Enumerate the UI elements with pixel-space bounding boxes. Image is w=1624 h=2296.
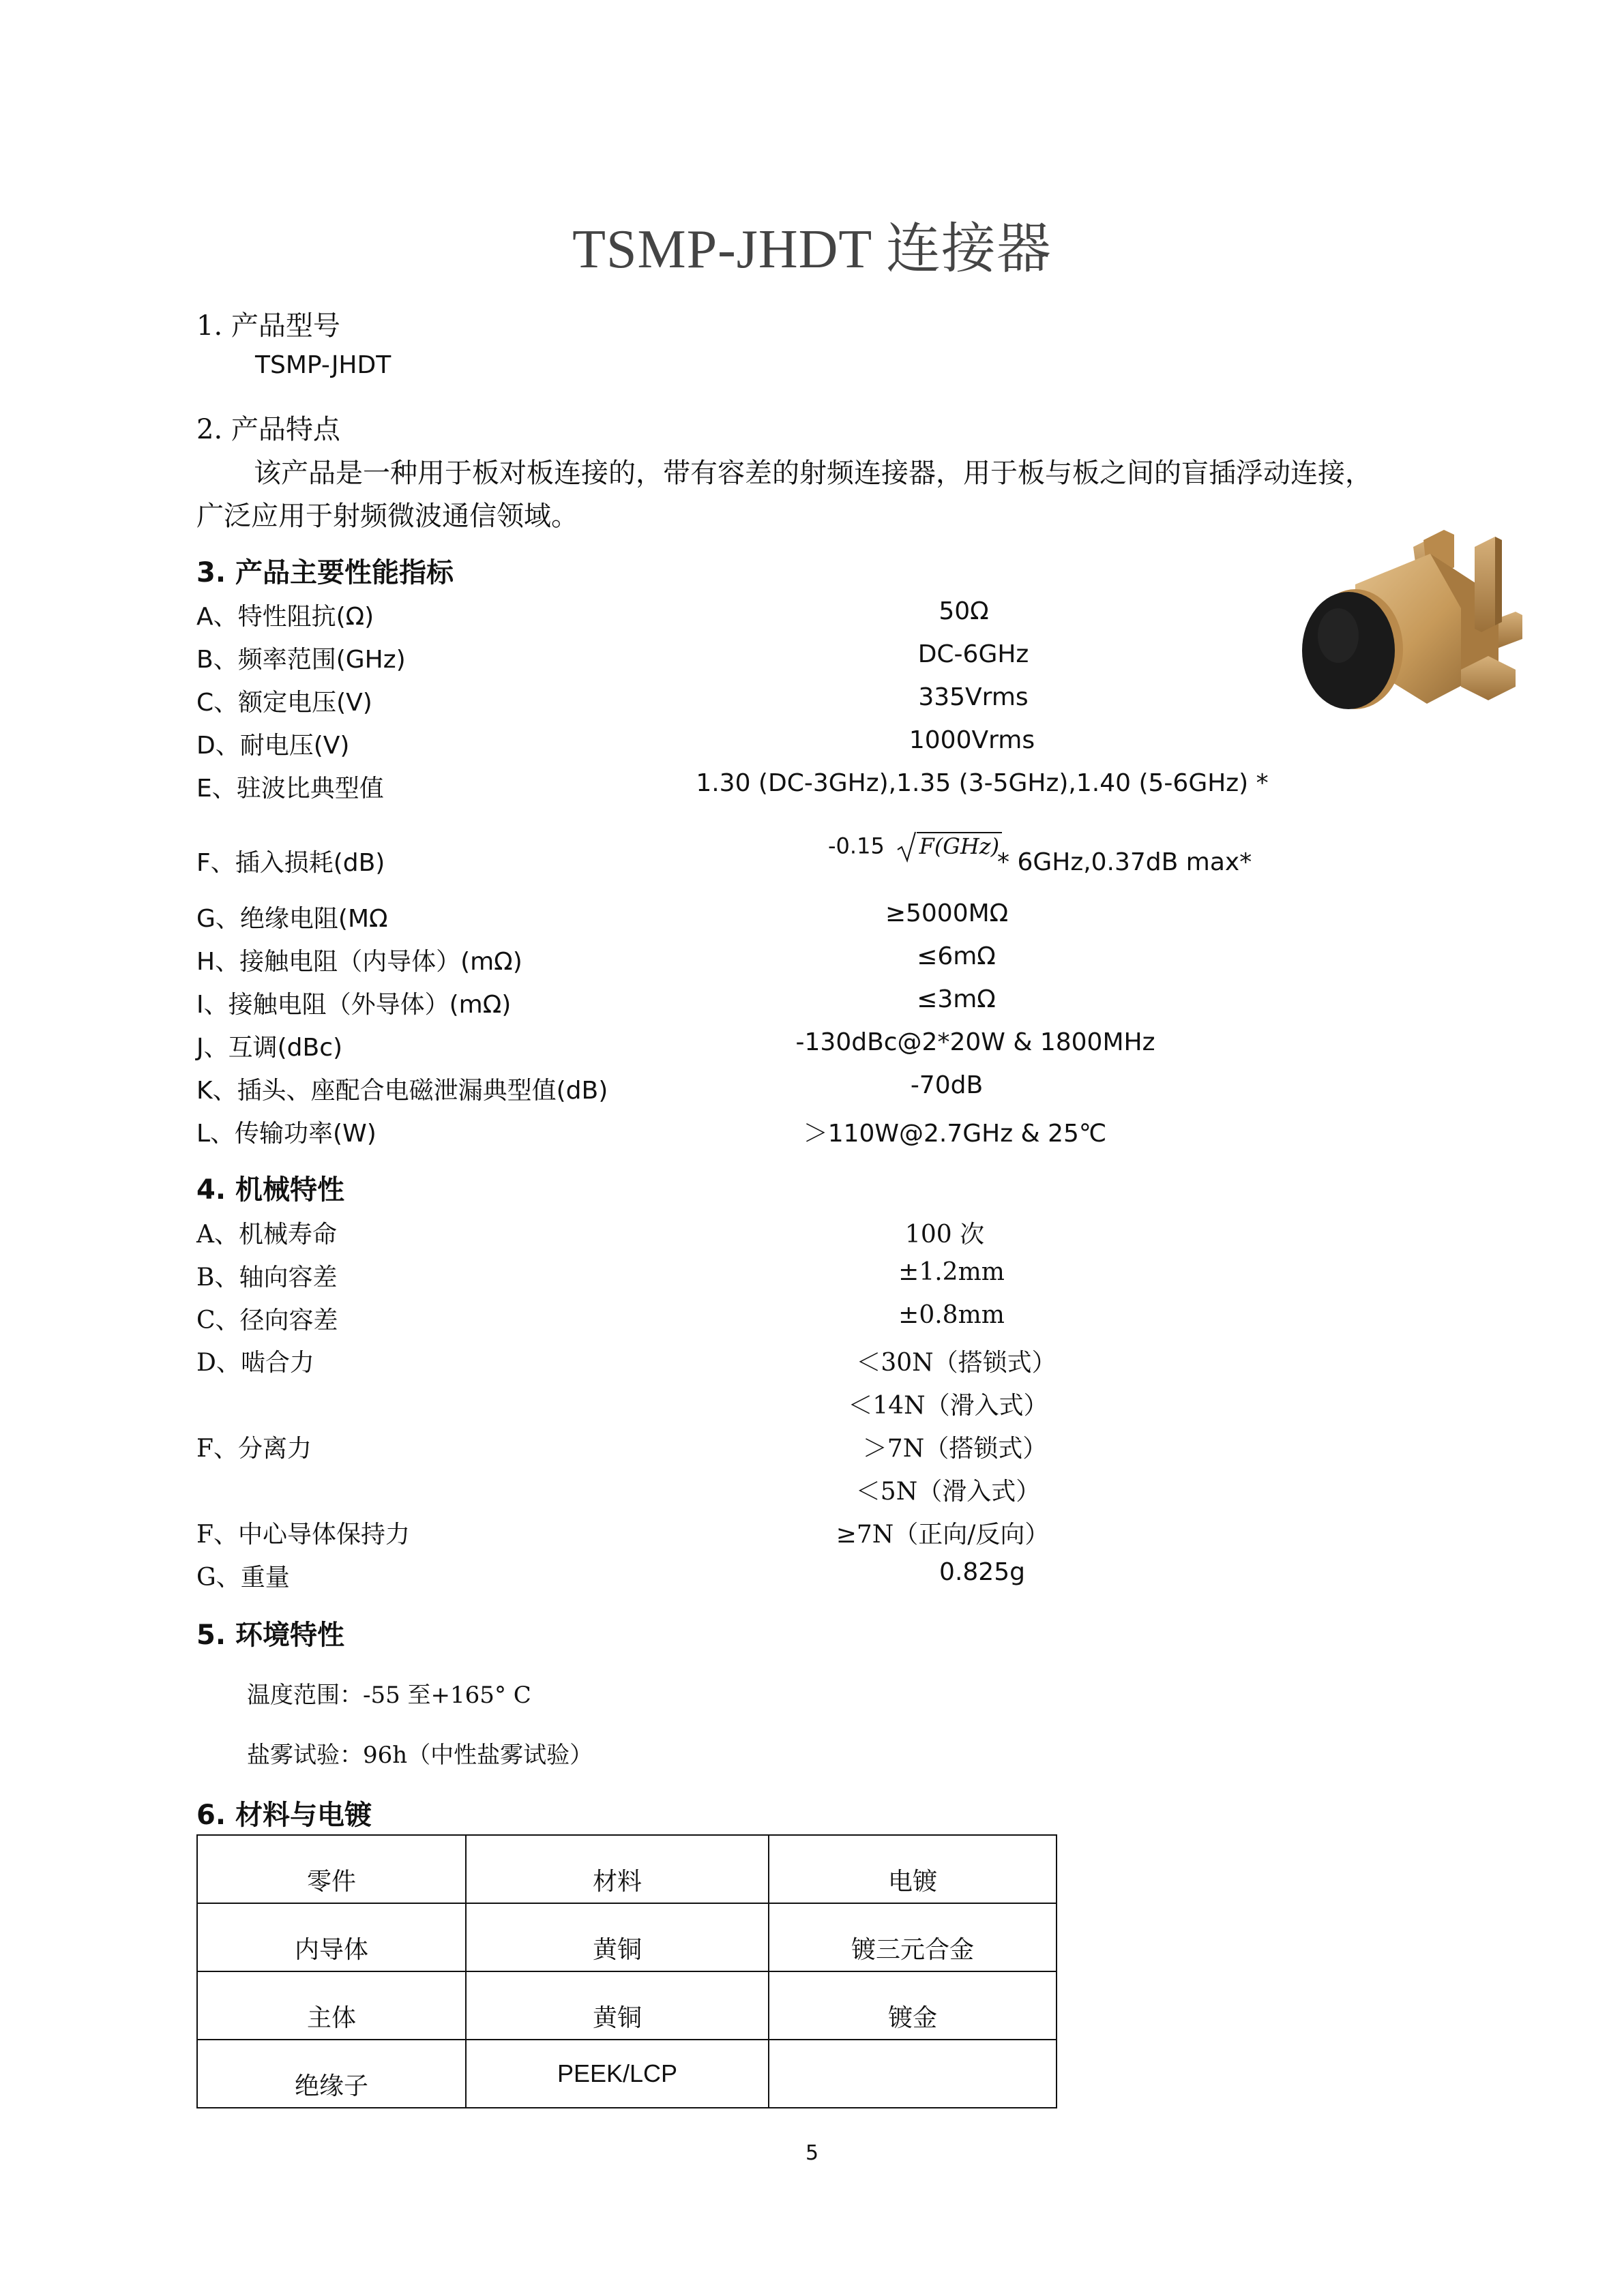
features-line-1: 该产品是一种用于板对板连接的，带有容差的射频连接器，用于板与板之间的盲插浮动连接， <box>254 458 1372 489</box>
formula-radicand: F(GHz) <box>917 832 1003 859</box>
spec-label-impedance: A、特性阻抗(Ω) <box>196 603 374 631</box>
insertion-loss-formula <box>828 831 1002 863</box>
spec-value-frequency: DC-6GHz <box>917 640 1029 668</box>
mech-value-separation-slide: ＜5N（滑入式） <box>855 1478 1041 1506</box>
model-number: TSMP-JHDT <box>255 351 392 379</box>
spec-label-vswr: E、驻波比典型值 <box>196 775 384 803</box>
table-header-cell: 零件 <box>197 1835 466 1903</box>
table-row <box>197 1903 1057 1971</box>
table-cell: PEEK/LCP <box>466 2040 769 2108</box>
mech-label-life: A、机械寿命 <box>196 1221 337 1249</box>
spec-label-insertion-loss: F、插入损耗(dB) <box>196 849 385 877</box>
table-cell <box>769 2040 1057 2108</box>
table-header-cell: 材料 <box>466 1835 769 1903</box>
spec-value-contact-inner: ≤6mΩ <box>917 942 996 970</box>
section-2-heading: 2. 产品特点 <box>196 414 340 445</box>
section-3-heading: 3. 产品主要性能指标 <box>196 557 454 588</box>
mech-value-mating-snap: ＜30N（搭锁式） <box>856 1349 1057 1377</box>
mech-value-radial: ±0.8mm <box>898 1301 1005 1329</box>
insertion-loss-max: * 6GHz,0.37dB max* <box>997 848 1252 876</box>
spec-label-withstand-voltage: D、耐电压(V) <box>196 732 350 760</box>
mech-value-axial: ±1.2mm <box>898 1258 1005 1286</box>
page-number: 5 <box>805 2141 819 2165</box>
spec-value-impedance: 50Ω <box>939 597 989 625</box>
section-6-heading: 6. 材料与电镀 <box>196 1800 372 1831</box>
table-header-cell: 电镀 <box>769 1835 1057 1903</box>
table-cell: 镀三元合金 <box>769 1903 1057 1971</box>
mech-label-retention: F、中心导体保持力 <box>196 1521 410 1549</box>
table-cell: 黄铜 <box>466 1971 769 2040</box>
table-cell: 镀金 <box>769 1971 1057 2040</box>
mech-label-radial: C、径向容差 <box>196 1307 338 1335</box>
spec-value-vswr: 1.30 (DC-3GHz),1.35 (3-5GHz),1.40 (5-6GHz) * <box>696 769 1269 797</box>
spec-value-insulation: ≥5000MΩ <box>885 899 1009 927</box>
table-cell: 黄铜 <box>466 1903 769 1971</box>
mech-value-mating-slide: ＜14N（滑入式） <box>848 1392 1048 1420</box>
section-4-heading: 4. 机械特性 <box>196 1174 344 1206</box>
table-row <box>197 1971 1057 2040</box>
section-5-heading: 5. 环境特性 <box>196 1620 344 1651</box>
features-line-2: 广泛应用于射频微波通信领域。 <box>196 501 578 532</box>
spec-value-power: ＞110W@2.7GHz & 25℃ <box>803 1120 1107 1148</box>
table-cell: 绝缘子 <box>197 2040 466 2108</box>
spec-label-frequency: B、频率范围(GHz) <box>196 646 406 674</box>
table-cell: 内导体 <box>197 1903 466 1971</box>
mech-label-mating-force: D、啮合力 <box>196 1349 314 1377</box>
connector-product-image <box>1290 520 1535 739</box>
spec-label-insulation: G、绝缘电阻(MΩ <box>196 905 388 933</box>
spec-value-rated-voltage: 335Vrms <box>918 683 1029 711</box>
mech-value-life: 100 次 <box>904 1221 985 1249</box>
env-temperature: 温度范围：-55 至+165° C <box>247 1682 531 1709</box>
mech-value-separation-snap: ＞7N（搭锁式） <box>862 1435 1048 1463</box>
materials-table <box>196 1834 1057 2108</box>
spec-value-leakage: -70dB <box>910 1071 984 1099</box>
sqrt-icon <box>896 831 1003 863</box>
table-cell: 主体 <box>197 1971 466 2040</box>
page-title: TSMP-JHDT 连接器 <box>572 220 1052 280</box>
section-1-heading: 1. 产品型号 <box>196 310 340 342</box>
spec-label-intermodulation: J、互调(dBc) <box>196 1034 343 1062</box>
formula-coefficient: -0.15 <box>828 833 885 859</box>
table-header-row <box>197 1835 1057 1903</box>
spec-value-withstand-voltage: 1000Vrms <box>909 726 1035 754</box>
mech-value-retention: ≥7N（正向/反向） <box>836 1521 1050 1549</box>
spec-label-rated-voltage: C、额定电压(V) <box>196 689 372 717</box>
table-row <box>197 2040 1057 2108</box>
spec-label-contact-outer: I、接触电阻（外导体）(mΩ) <box>196 991 512 1019</box>
mech-label-separation-force: F、分离力 <box>196 1435 312 1463</box>
spec-label-power: L、传输功率(W) <box>196 1120 377 1148</box>
mech-label-weight: G、重量 <box>196 1564 290 1592</box>
spec-value-intermodulation: -130dBc@2*20W & 1800MHz <box>795 1028 1155 1056</box>
spec-label-leakage: K、插头、座配合电磁泄漏典型值(dB) <box>196 1077 608 1105</box>
spec-label-contact-inner: H、接触电阻（内导体）(mΩ) <box>196 948 522 976</box>
mech-label-axial: B、轴向容差 <box>196 1264 338 1292</box>
mech-value-weight: 0.825g <box>939 1558 1025 1586</box>
env-salt-spray: 盐雾试验：96h（中性盐雾试验） <box>247 1742 593 1769</box>
spec-value-contact-outer: ≤3mΩ <box>917 985 996 1013</box>
